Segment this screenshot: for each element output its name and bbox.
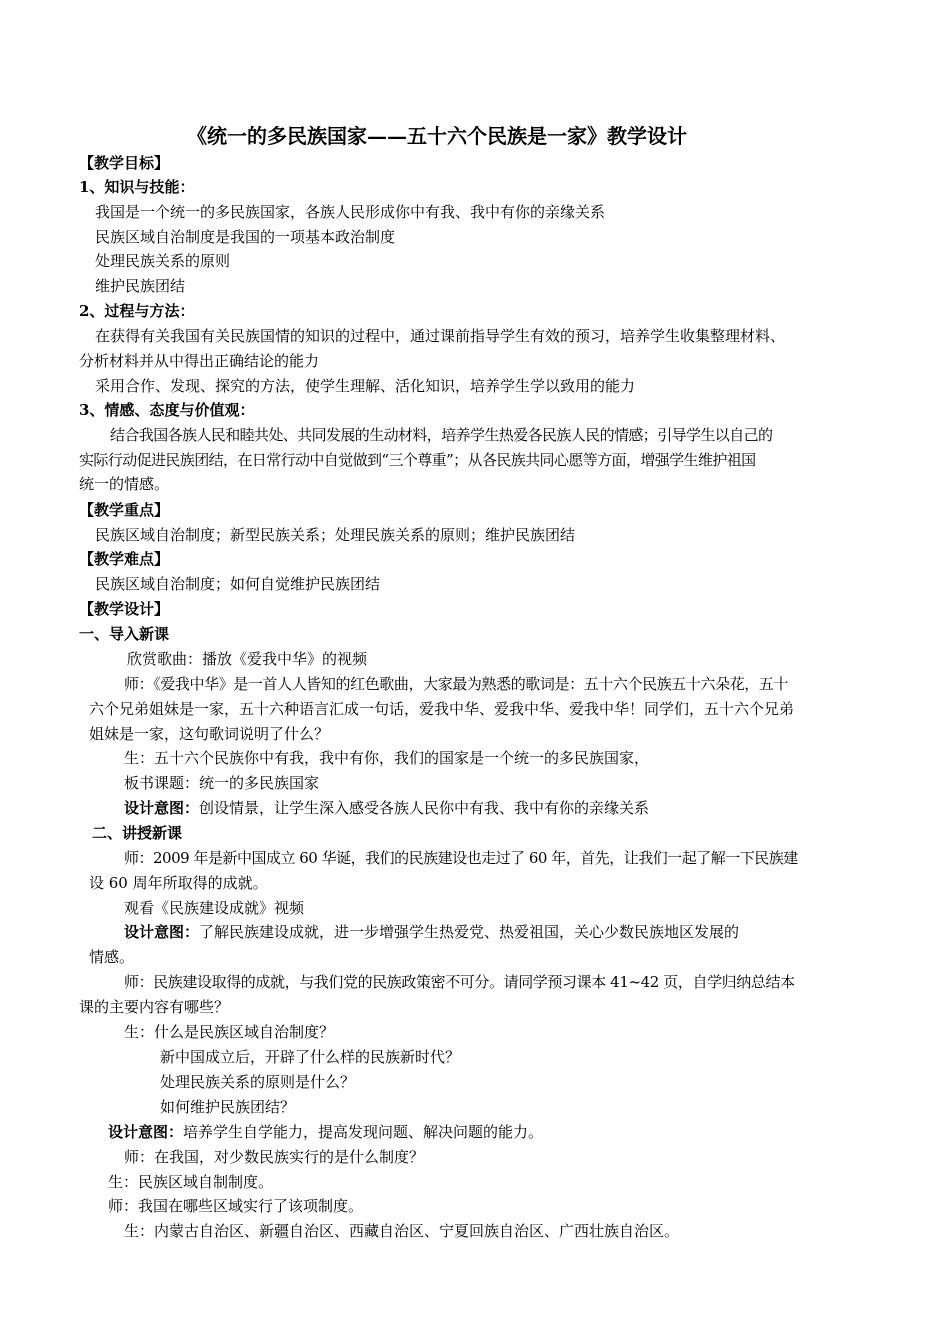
section-heading-new-lesson: 二、讲授新课 bbox=[92, 824, 183, 842]
paragraph-line: 生：内蒙古自治区、新疆自治区、西藏自治区、宁夏回族自治区、广西壮族自治区。 bbox=[124, 1222, 680, 1240]
difficulties-text: 民族区域自治制度；如何自觉维护民族团结 bbox=[95, 575, 381, 593]
goal-line: 维护民族团结 bbox=[95, 277, 186, 295]
design-intent-label: 设计意图： bbox=[124, 923, 200, 941]
heading-teaching-goals: 【教学目标】 bbox=[79, 154, 170, 172]
key-points-text: 民族区域自治制度；新型民族关系；处理民族关系的原则；维护民族团结 bbox=[95, 526, 576, 544]
paragraph-line: 欣赏歌曲：播放《爱我中华》的视频 bbox=[127, 650, 368, 668]
heading-difficulties: 【教学难点】 bbox=[79, 550, 170, 568]
goal-line: 民族区域自治制度是我国的一项基本政治制度 bbox=[95, 228, 396, 246]
design-intent-text: 培养学生自学能力，提高发现问题、解决问题的能力。 bbox=[183, 1123, 544, 1141]
subheading-knowledge-skills: 1、知识与技能： bbox=[79, 178, 195, 196]
paragraph-line: 采用合作、发现、探究的方法，使学生理解、活化知识，培养学生学以致用的能力 bbox=[95, 377, 636, 395]
design-intent-line bbox=[124, 798, 649, 818]
student-question: 新中国成立后，开辟了什么样的民族新时代？ bbox=[160, 1048, 461, 1066]
student-question: 如何维护民族团结？ bbox=[160, 1098, 296, 1116]
paragraph-line: 分析材料并从中得出正确结论的能力 bbox=[79, 352, 320, 370]
design-intent-label: 设计意图： bbox=[124, 799, 200, 817]
document-title: 《统一的多民族国家——五十六个民族是一家》教学设计 bbox=[187, 124, 687, 148]
paragraph-line: 生：民族区域自制制度。 bbox=[108, 1173, 274, 1191]
paragraph-line: 姐妹是一家，这句歌词说明了什么？ bbox=[89, 725, 330, 743]
paragraph-line: 情感。 bbox=[89, 948, 135, 966]
paragraph-line: 师：我国在哪些区域实行了该项制度。 bbox=[108, 1197, 364, 1215]
paragraph-line: 设 60 周年所取得的成就。 bbox=[89, 874, 268, 892]
paragraph-line: 课的主要内容有哪些？ bbox=[79, 998, 230, 1016]
section-heading-intro: 一、导入新课 bbox=[79, 625, 170, 643]
design-intent-text: 创设情景，让学生深入感受各族人民你中有我、我中有你的亲缘关系 bbox=[199, 799, 650, 817]
paragraph-line: 师：在我国，对少数民族实行的是什么制度？ bbox=[124, 1148, 425, 1166]
design-intent-label: 设计意图： bbox=[108, 1123, 184, 1141]
paragraph-line: 师：2009 年是新中国成立 60 华诞，我们的民族建设也走过了 60 年，首先，让我们一起了解一下民族建 bbox=[124, 849, 798, 867]
paragraph-line: 师：《爱我中华》是一首人人皆知的红色歌曲，大家最为熟悉的歌词是：五十六个民族五十六朵花，五十 bbox=[124, 675, 789, 693]
paragraph-line: 生：五十六个民族你中有我，我中有你，我们的国家是一个统一的多民族国家， bbox=[124, 749, 650, 767]
paragraph-line: 结合我国各族人民和睦共处、共同发展的生动材料，培养学生热爱各民族人民的情感；引导学生以自己的 bbox=[110, 426, 773, 444]
paragraph-line: 板书课题：统一的多民族国家 bbox=[124, 774, 320, 792]
student-question: 处理民族关系的原则是什么？ bbox=[160, 1073, 356, 1091]
design-intent-line bbox=[124, 922, 739, 942]
paragraph-line: 师：民族建设取得的成就，与我们党的民族政策密不可分。请同学预习课本 41~42 页，自学归纳总结本 bbox=[124, 973, 795, 991]
paragraph-line: 六个兄弟姐妹是一家，五十六种语言汇成一句话，爱我中华、爱我中华、爱我中华！同学们，五十六个兄弟 bbox=[89, 700, 795, 718]
subheading-emotion-values: 3、情感、态度与价值观： bbox=[79, 401, 255, 419]
goal-line: 处理民族关系的原则 bbox=[95, 252, 231, 270]
student-question: 生：什么是民族区域自治制度？ bbox=[124, 1023, 335, 1041]
design-intent-line bbox=[108, 1122, 543, 1142]
goal-line: 我国是一个统一的多民族国家，各族人民形成你中有我、我中有你的亲缘关系 bbox=[95, 203, 606, 221]
paragraph-line: 在获得有关我国有关民族国情的知识的过程中，通过课前指导学生有效的预习，培养学生收集整理材料、 bbox=[95, 327, 786, 345]
design-intent-text: 了解民族建设成就，进一步增强学生热爱党、热爱祖国，关心少数民族地区发展的 bbox=[199, 923, 740, 941]
heading-key-points: 【教学重点】 bbox=[79, 501, 170, 519]
paragraph-line: 观看《民族建设成就》视频 bbox=[124, 899, 305, 917]
paragraph-line: 实际行动促进民族团结，在日常行动中自觉做到“三个尊重”；从各民族共同心愿等方面，增强学生维护祖国 bbox=[79, 451, 756, 469]
paragraph-line: 统一的情感。 bbox=[79, 475, 170, 493]
subheading-process-methods: 2、过程与方法： bbox=[79, 302, 195, 320]
heading-teaching-design: 【教学设计】 bbox=[79, 600, 170, 618]
